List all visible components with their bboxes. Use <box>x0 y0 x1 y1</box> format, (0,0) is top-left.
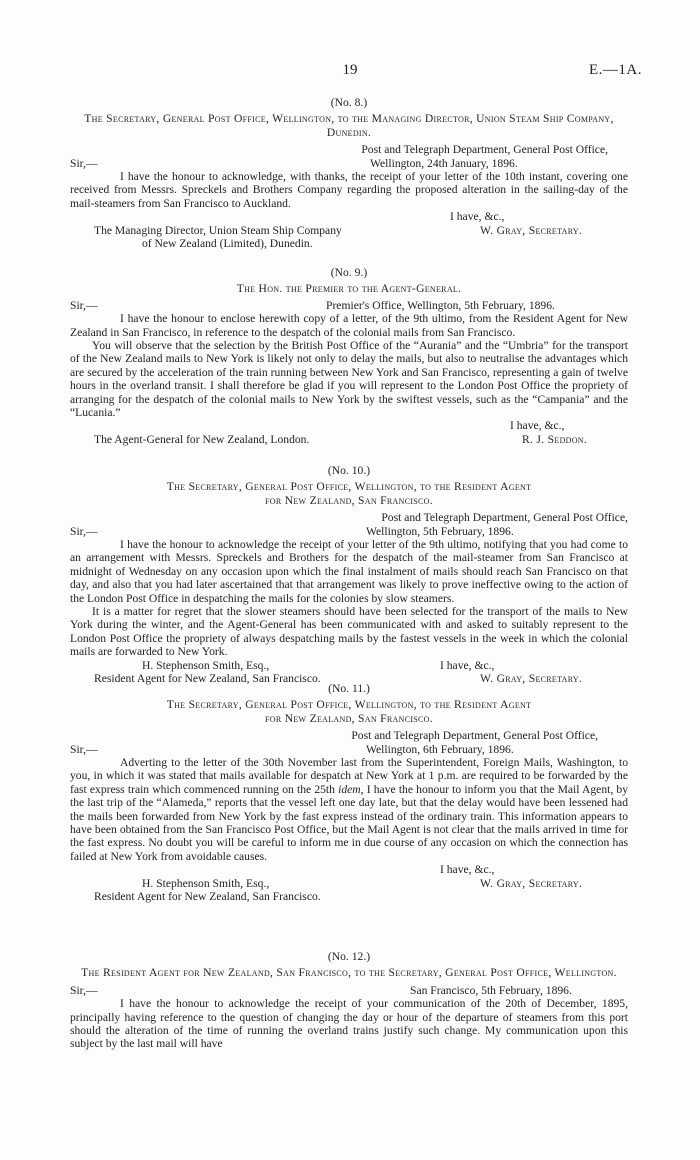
addressee: H. Stephenson Smith, Esq., <box>142 658 270 672</box>
letter-no-11 <box>70 682 628 903</box>
letter-no-9 <box>70 266 628 446</box>
letter-address: Post and Telegraph Department, General Post Office, <box>361 143 608 157</box>
letter-heading: The Secretary, General Post Office, Wellington, to the Resident Agent for New Zealand, San Francisco. <box>166 480 532 507</box>
addressee-cont: Resident Agent for New Zealand, San Francisco. <box>94 890 321 904</box>
letter-heading: The Hon. the Premier to the Agent-General. <box>236 282 462 296</box>
salutation: Sir,— <box>70 524 98 538</box>
letter-body: I have the honour to acknowledge, with thanks, the receipt of your letter of the 10th instant, covering one received from Messrs. Spreckels and Brothers Company regarding the proposed alteration in the sailing-day of the mail-steamers from San Francisco to Auckland. <box>70 170 628 210</box>
letter-number: (No. 10.) <box>327 464 371 477</box>
closing-row <box>70 863 628 876</box>
document-code: E.—1A. <box>589 62 642 78</box>
letter-heading: The Secretary, General Post Office, Wellington, to the Resident Agent for New Zealand, San Francisco. <box>166 698 532 725</box>
addressee-cont: Resident Agent for New Zealand, San Francisco. <box>94 672 321 686</box>
salutation: Sir,— <box>70 298 98 312</box>
letter-body: I have the honour to acknowledge the receipt of your communication of the 20th of December, 1895, principally having reference to the question of changing the day or hour of the departure of steamers from this port should the alteration of the time of running the overland trains justify such change. My communication upon this subject by the last mail will have <box>70 997 628 1051</box>
signature: W. Gray, Secretary. <box>480 876 583 890</box>
closing: I have, &c., <box>450 210 505 224</box>
letter-body-idem: idem <box>338 782 361 796</box>
letter-number: (No. 9.) <box>330 266 368 279</box>
addressee: H. Stephenson Smith, Esq., <box>142 876 270 890</box>
salutation: Sir,— <box>70 156 98 170</box>
letter-heading: The Resident Agent for New Zealand, San Francisco, to the Secretary, General Post Office, Wellington. <box>81 966 617 980</box>
addressee-row-2 <box>70 237 628 250</box>
salutation-row <box>70 525 628 538</box>
addressee-row <box>70 433 628 446</box>
letter-no-12 <box>70 950 628 1051</box>
closing-row <box>70 419 628 432</box>
letter-address: Post and Telegraph Department, General Post Office, <box>381 511 628 525</box>
addressee-cont: of New Zealand (Limited), Dunedin. <box>142 237 313 251</box>
letter-address: Post and Telegraph Department, General Post Office, <box>351 729 598 743</box>
letter-no-8 <box>70 96 628 250</box>
letter-number: (No. 12.) <box>327 950 371 963</box>
signature: W. Gray, Secretary. <box>480 223 583 237</box>
letter-number: (No. 11.) <box>328 682 370 695</box>
addressee-row <box>70 224 628 237</box>
salutation-row <box>70 157 628 170</box>
addressee-row-2 <box>70 890 628 903</box>
closing: I have, &c., <box>440 863 495 877</box>
letter-no-10 <box>70 464 628 685</box>
closing-row <box>70 210 628 223</box>
salutation: Sir,— <box>70 742 98 756</box>
addressee-row <box>70 877 628 890</box>
letter-address: San Francisco, 5th February, 1896. <box>410 983 572 997</box>
letter-address: Premier's Office, Wellington, 5th February, 1896. <box>326 298 555 312</box>
signature: W. Gray, Secretary. <box>480 672 583 686</box>
salutation: Sir,— <box>70 983 98 997</box>
signature: R. J. Seddon. <box>522 432 588 446</box>
letter-date: Wellington, 5th February, 1896. <box>366 524 514 538</box>
letter-date: Wellington, 6th February, 1896. <box>366 742 514 756</box>
letter-heading: The Secretary, General Post Office, Wellington, to the Managing Director, Union Steam Ship Company, Dunedin. <box>84 112 614 139</box>
letter-body-part-1: Adverting to the letter of the 30th November last from the Superintendent, Foreign Mails, Washington, to you, in which it was stated that mails available for despatch at New York at 1 p.m. are required to be forwarded by the fast express train which commenced running on the 25th <box>70 756 628 796</box>
salutation-row <box>70 299 628 312</box>
salutation-row <box>70 984 628 997</box>
letter-number: (No. 8.) <box>330 96 368 109</box>
addressee: The Agent-General for New Zealand, London. <box>94 432 310 446</box>
letter-para-2: You will observe that the selection by the British Post Office of the “Aurania” and the “Umbria” for the transport of the New Zealand mails to New York is likely not only to delay the mails, but also to neutralise the advantages which are secured by the acceleration of the train running between New York and San Francisco, representing a gain of twelve hours in the overland transit. I shall therefore be glad if you will represent to the London Post Office the propriety of arranging for the despatch of the colonial mails to New York by the swiftest vessels, such as the “Campania” and the “Lucania.” <box>70 339 628 420</box>
closing: I have, &c., <box>510 419 565 433</box>
closing-row <box>70 659 628 672</box>
addressee: The Managing Director, Union Steam Ship Company <box>94 223 342 237</box>
letter-date: Wellington, 24th January, 1896. <box>370 156 518 170</box>
letter-para-1: I have the honour to acknowledge the receipt of your letter of the 9th ultimo, notifying that you had come to an arrangement with Messrs. Spreckels and Brothers for the despatch of the mail-steamer from San Francisco at midnight of Wednesday on any occasion upon which the final instalment of mails should reach San Francisco on that day, and also that you had later ascertained that that arrangement was likely to prove ineffective owing to the action of the London Post Office in despatching the mails for the colonies by slow steamers. <box>70 538 628 605</box>
letter-para-2: It is a matter for regret that the slower steamers should have been selected for the transport of the mails to New York during the winter, and the Agent-General has been communicated with and asked to suitably represent to the London Post Office the propriety of always despatching mails by the fastest vessels in the week in which the colonial mails are forwarded to New York. <box>70 605 628 659</box>
letter-body <box>70 756 628 863</box>
closing: I have, &c., <box>440 658 495 672</box>
letter-para-1: I have the honour to enclose herewith copy of a letter, of the 9th ultimo, from the Resident Agent for New Zealand in San Francisco, in reference to the despatch of the colonial mails from San Francisco. <box>70 312 628 339</box>
salutation-row <box>70 743 628 756</box>
letter-body-part-2: , I have the honour to inform you that the Mail Agent, by the last trip of the “Alameda,” reports that the vessel left one day late, but that the delay would have been lessened had the mails been forwarded from New York by the fast express instead of the ordinary train. This information appears to have been obtained from the San Francisco Post Office, but the Mail Agent is not clear that the mails arrived in time for the fast express. No doubt you will be careful to inform me in due course of any occasion on which the connection has failed at New York from avoidable causes. <box>70 782 628 863</box>
page-number: 19 <box>342 62 358 78</box>
